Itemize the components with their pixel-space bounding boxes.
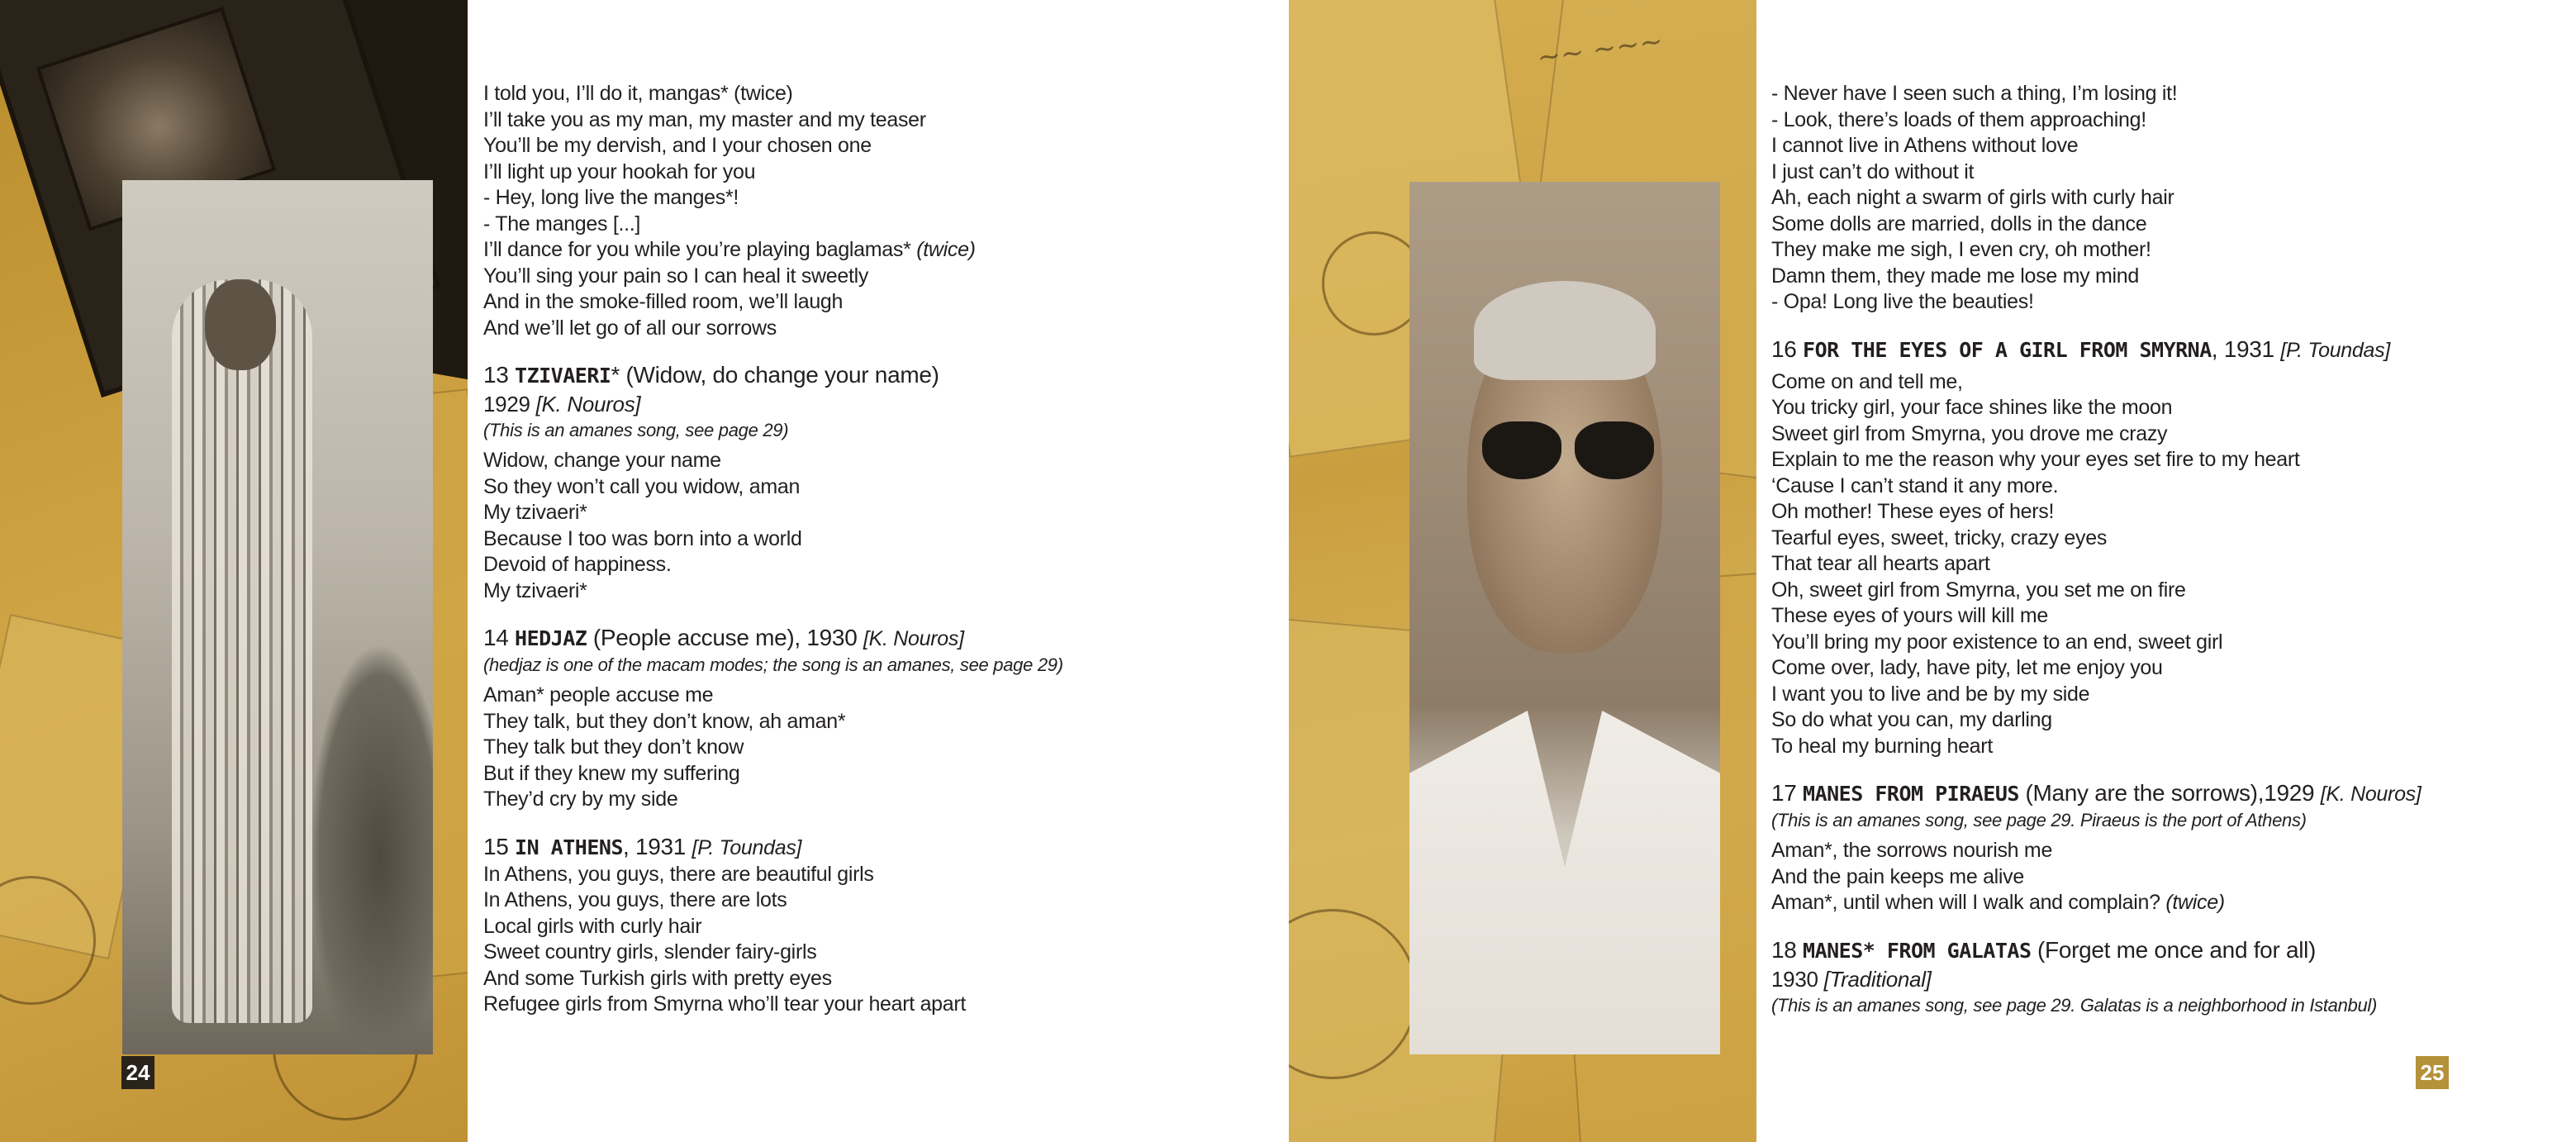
lyric-line: To heal my burning heart — [1771, 734, 1993, 758]
lyric-line: And we’ll let go of all our sorrows — [483, 316, 777, 340]
lyric-line: Come on and tell me, — [1771, 369, 1963, 393]
song-note: (hedjaz is one of the macam modes; the song is an amanes, see page 29) — [483, 654, 1063, 675]
lyric-line: Explain to me the reason why your eyes set fire to my heart — [1771, 448, 2300, 471]
repeat-note: (twice) — [2165, 891, 2225, 914]
song-year: 1930 — [1771, 966, 1818, 992]
song-subtitle: * (Widow, do change your name) — [611, 362, 939, 388]
song-composer: [K. Nouros] — [2320, 783, 2422, 806]
lyric-line: So they won’t call you widow, aman — [483, 474, 801, 498]
song-13-year-line — [483, 390, 1144, 418]
song-number: 14 — [483, 625, 509, 650]
song-14-heading — [483, 624, 1144, 653]
song-13-heading — [483, 361, 1144, 390]
lyric-line: Damn them, they made me lose my mind — [1771, 264, 2139, 288]
lyric-line: Come over, lady, have pity, let me enjoy you — [1771, 656, 2163, 679]
song-subtitle: (Many are the sorrows),1929 — [2018, 780, 2315, 806]
song-note: (This is an amanes song, see page 29. Piraeus is the port of Athens) — [1771, 810, 2307, 830]
song-title: TZIVAERI — [515, 364, 611, 388]
lyric-line: - Opa! Long live the beauties! — [1771, 290, 2034, 313]
song-number: 13 — [483, 362, 509, 388]
lyric-line: - Hey, long live the manges*! — [483, 186, 739, 209]
lyric-text: I’ll dance for you while you’re playing baglamas* — [483, 238, 911, 261]
sunglasses-left-lens — [1482, 421, 1561, 479]
lyric-line: My tzivaeri* — [483, 578, 587, 602]
lyric-line: I’ll take you as my man, my master and my teaser — [483, 107, 926, 131]
song-composer: [P. Toundas] — [692, 835, 802, 859]
striped-suit — [172, 279, 312, 1023]
repeat-note: (twice) — [916, 238, 976, 261]
lyric-line — [1771, 890, 2432, 916]
lyric-line: I’ll light up your hookah for you — [483, 159, 756, 183]
lyric-text: Aman*, until when will I walk and complain? — [1771, 891, 2160, 914]
lyric-line: I want you to live and be by my side — [1771, 682, 2090, 706]
lyric-line: In Athens, you guys, there are beautiful girls — [483, 862, 874, 886]
lyric-line: Oh mother! These eyes of hers! — [1771, 500, 2055, 523]
song-composer: [P. Toundas] — [2280, 338, 2390, 362]
lyric-line: Aman* people accuse me — [483, 683, 714, 707]
song-subtitle: (People accuse me), 1930 — [587, 625, 858, 650]
lyric-line: - Never have I seen such a thing, I’m losing it! — [1771, 82, 2178, 105]
right-text-column — [1771, 81, 2432, 1018]
lyric-line: Local girls with curly hair — [483, 914, 702, 938]
song-18-heading — [1771, 936, 2432, 965]
lyric-line: I just can’t do without it — [1771, 159, 1975, 183]
lyric-line: - Look, there’s loads of them approaching! — [1771, 107, 2146, 131]
hair — [1474, 281, 1656, 380]
lyric-line: You’ll sing your pain so I can heal it sweetly — [483, 264, 869, 288]
lyric-line: That tear all hearts apart — [1771, 552, 1990, 575]
lyric-line: Devoid of happiness. — [483, 553, 672, 576]
song-title: MANES* FROM GALATAS — [1803, 938, 2032, 963]
lyric-line: Oh, sweet girl from Smyrna, you set me on fire — [1771, 578, 2186, 602]
lyric-line: I cannot live in Athens without love — [1771, 134, 2079, 157]
lyric-line: I told you, I’ll do it, mangas* (twice) — [483, 82, 793, 105]
head — [205, 279, 276, 370]
song-number: 15 — [483, 833, 509, 859]
song-composer: [K. Nouros] — [863, 627, 964, 650]
lyric-line: And the pain keeps me alive — [1771, 864, 2024, 888]
lyric-line: And some Turkish girls with pretty eyes — [483, 966, 832, 990]
page-number: 24 — [121, 1056, 154, 1089]
lyric-line: Refugee girls from Smyrna who’ll tear your heart apart — [483, 992, 967, 1016]
song-composer: [K. Nouros] — [535, 392, 641, 416]
white-shirt — [1409, 711, 1720, 1054]
lyric-line: - The manges [...] — [483, 212, 641, 236]
lyric-line: Widow, change your name — [483, 449, 721, 472]
lyric-line: But if they knew my suffering — [483, 761, 740, 785]
lyric-line: Aman*, the sorrows nourish me — [1771, 839, 2053, 862]
song-title: HEDJAZ — [515, 626, 587, 650]
song-15-heading — [483, 833, 1144, 862]
song-number: 18 — [1771, 936, 1797, 963]
lyric-line: Sweet country girls, slender fairy-girls — [483, 940, 817, 964]
song-subtitle: , 1931 — [623, 833, 687, 859]
left-collage — [0, 0, 468, 1142]
song-note: (This is an amanes song, see page 29) — [483, 420, 789, 440]
page-number: 25 — [2416, 1056, 2449, 1089]
lyric-line: My tzivaeri* — [483, 501, 587, 524]
lyric-line: ‘Cause I can’t stand it any more. — [1771, 473, 2059, 497]
standing-man-photo — [122, 180, 433, 1054]
song-subtitle: (Forget me once and for all) — [2031, 936, 2317, 963]
lyric-line: And in the smoke-filled room, we’ll laugh — [483, 290, 844, 313]
right-collage — [1289, 0, 1756, 1142]
lyric-line: Tearful eyes, sweet, tricky, crazy eyes — [1771, 526, 2108, 550]
lyric-line: Sweet girl from Smyrna, you drove me crazy — [1771, 421, 2168, 445]
trees-background — [309, 643, 433, 1054]
song-16-heading — [1771, 335, 2432, 364]
lyric-line: Some dolls are married, dolls in the dance — [1771, 212, 2147, 236]
lyric-line: They’d cry by my side — [483, 788, 678, 811]
sunglasses-right-lens — [1575, 421, 1654, 479]
lyric-line: These eyes of yours will kill me — [1771, 604, 2048, 627]
song-title: IN ATHENS — [515, 835, 623, 859]
song-composer: [Traditional] — [1823, 966, 1932, 992]
handwriting-scribble: ~~ ~~~ — [1534, 24, 1666, 75]
lyric-line: In Athens, you guys, there are lots — [483, 888, 787, 911]
lyric-line: They make me sigh, I even cry, oh mother! — [1771, 238, 2151, 261]
lyric-line: They talk, but they don’t know, ah aman* — [483, 709, 846, 733]
song-year: 1929 — [483, 392, 530, 416]
song-number: 17 — [1771, 780, 1797, 806]
song-subtitle: , 1931 — [2211, 335, 2274, 362]
lyric-line: Ah, each night a swarm of girls with curly hair — [1771, 186, 2174, 209]
left-text-column — [483, 81, 1144, 1018]
song-18-year-line — [1771, 965, 2432, 993]
lyric-line: You tricky girl, your face shines like the moon — [1771, 396, 2173, 419]
song-title: FOR THE EYES OF A GIRL FROM SMYRNA — [1803, 337, 2212, 362]
man-with-sunglasses-photo — [1409, 182, 1720, 1054]
song-17-heading — [1771, 779, 2432, 808]
lyric-line: Because I too was born into a world — [483, 526, 802, 550]
lyric-line: So do what you can, my darling — [1771, 708, 2052, 731]
song-number: 16 — [1771, 335, 1797, 362]
lyric-line — [483, 237, 1144, 264]
lyric-line: You’ll be my dervish, and I your chosen one — [483, 134, 872, 157]
song-title: MANES FROM PIRAEUS — [1803, 782, 2019, 806]
lyric-line: They talk but they don’t know — [483, 735, 744, 759]
song-note: (This is an amanes song, see page 29. Galatas is a neighborhood in Istanbul) — [1771, 994, 2377, 1016]
lyric-line: You’ll bring my poor existence to an end, sweet girl — [1771, 630, 2223, 654]
